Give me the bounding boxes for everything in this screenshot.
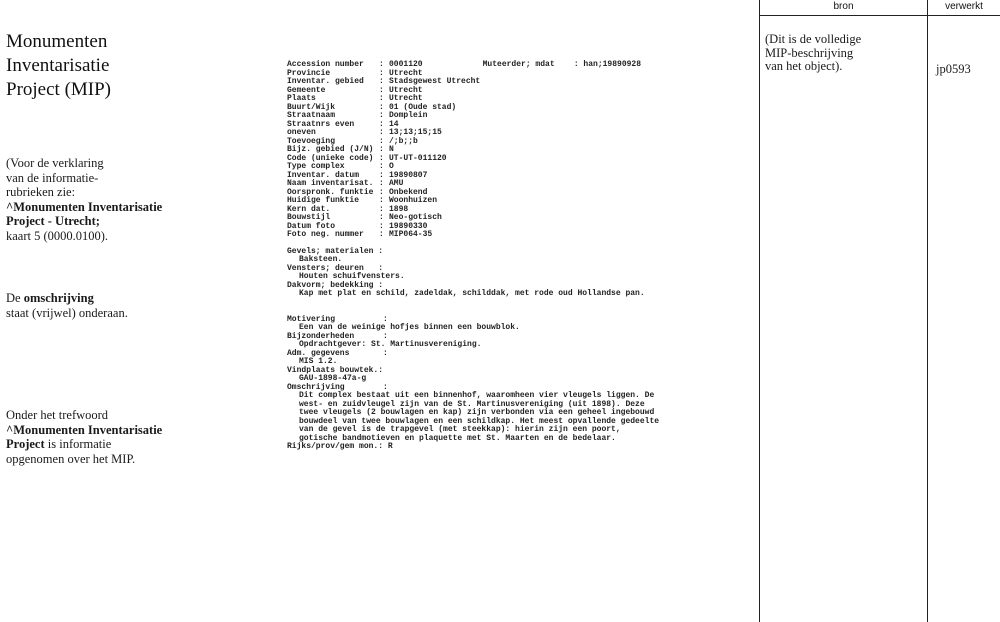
field-colon: : [379, 213, 384, 222]
field-key: Inventar. gebied [287, 77, 364, 86]
field-colon: : [379, 111, 384, 120]
bron-line: (Dit is de volledige [765, 32, 862, 46]
field-colon: : [379, 60, 384, 69]
record-field [287, 155, 757, 164]
record-field [287, 214, 757, 223]
field-colon: : [379, 68, 384, 78]
title-line: Inventarisatie [6, 55, 110, 76]
keyword-link[interactable]: ^Monumenten Inventarisatie [6, 422, 163, 437]
field-colon: : [379, 136, 384, 146]
title-line: Project (MIP) [6, 79, 112, 100]
section-head: Bijzonderheden : [287, 331, 388, 341]
field-colon: : [379, 145, 384, 154]
record-field [287, 197, 757, 206]
section-head: Vensters; deuren : [287, 263, 384, 273]
field-value: AMU [389, 179, 404, 188]
field-key: Bijz. gebied (J/N) [287, 145, 374, 154]
record-field [287, 206, 757, 215]
note-bold: omschrijving [23, 291, 94, 305]
section-text: Een van de weinige hofjes binnen een bouwblok. [299, 323, 520, 332]
field-value: MIP064-35 [389, 230, 433, 239]
field-colon: : [379, 204, 384, 214]
note-text: is informatie [44, 437, 112, 451]
field-value: 01 (Oude stad) [389, 102, 457, 112]
description-line: west- en zuidvleugel zijn van de St. Martinusvereniging (uit 1898). Deze [299, 399, 645, 409]
record-fields [287, 61, 757, 240]
field-value: Neo-gotisch [389, 213, 442, 222]
field-key: Toevoeging [287, 136, 336, 146]
section-gevels [287, 248, 757, 299]
field-key: Accession number [287, 60, 364, 69]
field-colon: : [379, 170, 384, 180]
record-field [287, 61, 757, 70]
record-field [287, 95, 757, 104]
field-key: Straatnrs even [287, 119, 355, 129]
field-key: Buurt/Wijk [287, 102, 336, 112]
field-value: Utrecht [389, 85, 423, 95]
field-key: Gemeente [287, 85, 326, 95]
field-key: Type complex [287, 162, 345, 171]
record-field [287, 112, 757, 121]
bron-cell [765, 33, 925, 74]
mip-record [287, 61, 757, 452]
reference-link[interactable]: Project - Utrecht; [6, 214, 100, 228]
field-extra: Muteerder; mdat : han;19890928 [482, 60, 642, 69]
record-field [287, 129, 757, 138]
keyword-note [6, 408, 246, 466]
field-value: N [389, 145, 394, 154]
field-colon: : [379, 153, 384, 163]
field-key: Plaats [287, 94, 316, 103]
note-line: Onder het trefwoord [6, 408, 109, 422]
field-colon: : [379, 77, 384, 86]
section-text: Baksteen. [299, 255, 343, 264]
field-key: Inventar. datum [287, 170, 360, 180]
field-colon: : [379, 102, 384, 112]
record-field [287, 87, 757, 96]
section-text: Kap met plat en schild, zadeldak, schilddak, met rode oud Hollandse pan. [299, 289, 645, 298]
explanation-note [6, 156, 246, 243]
field-value: 19890807 [389, 170, 428, 180]
field-key: Straatnaam [287, 111, 336, 120]
record-field [287, 104, 757, 113]
monument-status: Rijks/prov/gem mon.: R [287, 442, 393, 451]
section-head: Vindplaats bouwtek.: [287, 365, 384, 375]
record-field [287, 78, 757, 87]
field-value: 1898 [389, 204, 409, 214]
field-value: Utrecht [389, 94, 423, 103]
header-divider [759, 15, 1000, 16]
field-key: Oorspronk. funktie [287, 187, 374, 197]
field-value: 13;13;15;15 [389, 128, 442, 137]
field-colon: : [379, 196, 384, 205]
field-value: Stadsgewest Utrecht [389, 77, 481, 86]
section-head: Dakvorm; bedekking : [287, 280, 384, 290]
section-motivering [287, 316, 757, 452]
record-field [287, 121, 757, 130]
section-head: Adm. gegevens : [287, 348, 388, 358]
field-value: Utrecht [389, 68, 423, 78]
section-text: MIS 1.2. [299, 357, 338, 366]
field-colon: : [379, 128, 384, 137]
column-divider [927, 0, 928, 622]
note-text: De [6, 291, 24, 305]
field-value: 14 [389, 119, 399, 129]
description-line: twee vleugels (2 bouwlagen en kap) zijn verbonden via een geheel ingebouwd [299, 408, 655, 417]
section-head: Gevels; materialen : [287, 246, 384, 256]
field-colon: : [379, 221, 384, 231]
field-value: 0001120 [389, 60, 423, 69]
field-key: Bouwstijl [287, 213, 331, 222]
record-field [287, 231, 757, 240]
field-colon: : [379, 162, 384, 171]
reference-link[interactable]: ^Monumenten Inventarisatie [6, 199, 163, 214]
note-line: rubrieken zie: [6, 185, 76, 199]
field-key: Code (unieke code) [287, 153, 374, 163]
field-colon: : [379, 179, 384, 188]
column-divider [759, 0, 760, 622]
field-colon: : [379, 119, 384, 129]
section-text: Houten schuifvensters. [299, 272, 405, 281]
left-title [6, 30, 246, 102]
field-key: Provincie [287, 68, 331, 78]
note-line: van de informatie- [6, 170, 99, 185]
field-value: Domplein [389, 111, 428, 120]
section-text: GAU-1898-47a-g [299, 374, 367, 383]
keyword-link[interactable]: Project [6, 437, 45, 451]
bron-header: bron [833, 1, 854, 12]
section-head: Motivering : [287, 314, 388, 324]
description-note [6, 291, 246, 320]
bron-line: van het object). [765, 59, 843, 73]
field-key: Kern dat. [287, 204, 331, 214]
field-colon: : [379, 85, 384, 95]
field-colon: : [379, 230, 384, 239]
bron-line: MIP-beschrijving [765, 45, 854, 60]
field-value: Onbekend [389, 187, 428, 197]
field-key: Huidige funktie [287, 196, 360, 205]
note-line: kaart 5 (0000.0100). [6, 228, 109, 243]
description-line: gotische bandmotieven en plaquette met St. Maarten en de bedelaar. [299, 433, 616, 443]
field-value: /;b;;b [389, 136, 418, 146]
field-key: Naam inventarisat. [287, 179, 374, 188]
description-line: bouwdeel van twee bouwlagen en een schildkap. Het meest opvallende gedeelte [299, 416, 660, 426]
field-value: UT-UT-011120 [389, 153, 447, 163]
field-value: Woonhuizen [389, 196, 438, 205]
field-value: 19890330 [389, 221, 428, 231]
verwerkt-cell: jp0593 [936, 62, 971, 76]
title-line: Monumenten [6, 31, 108, 52]
field-key: oneven [287, 128, 316, 137]
verwerkt-header: verwerkt [945, 1, 983, 12]
field-colon: : [379, 94, 384, 103]
field-value: O [389, 162, 394, 171]
field-key: Datum foto [287, 221, 336, 231]
field-colon: : [379, 187, 384, 197]
description-line: van de gevel is de trapgevel (met steekkap): hierin zijn een poort, [299, 425, 621, 434]
note-line: staat (vrijwel) onderaan. [6, 305, 128, 320]
section-head: Omschrijving : [287, 382, 388, 392]
description-line: Dit complex bestaat uit een binnenhof, waaromheen vier vleugels liggen. De [299, 391, 655, 400]
note-line: opgenomen over het MIP. [6, 451, 136, 466]
field-key: Foto neg. nummer [287, 230, 364, 239]
note-line: (Voor de verklaring [6, 156, 104, 170]
section-text: Opdrachtgever: St. Martinusvereniging. [299, 340, 482, 349]
